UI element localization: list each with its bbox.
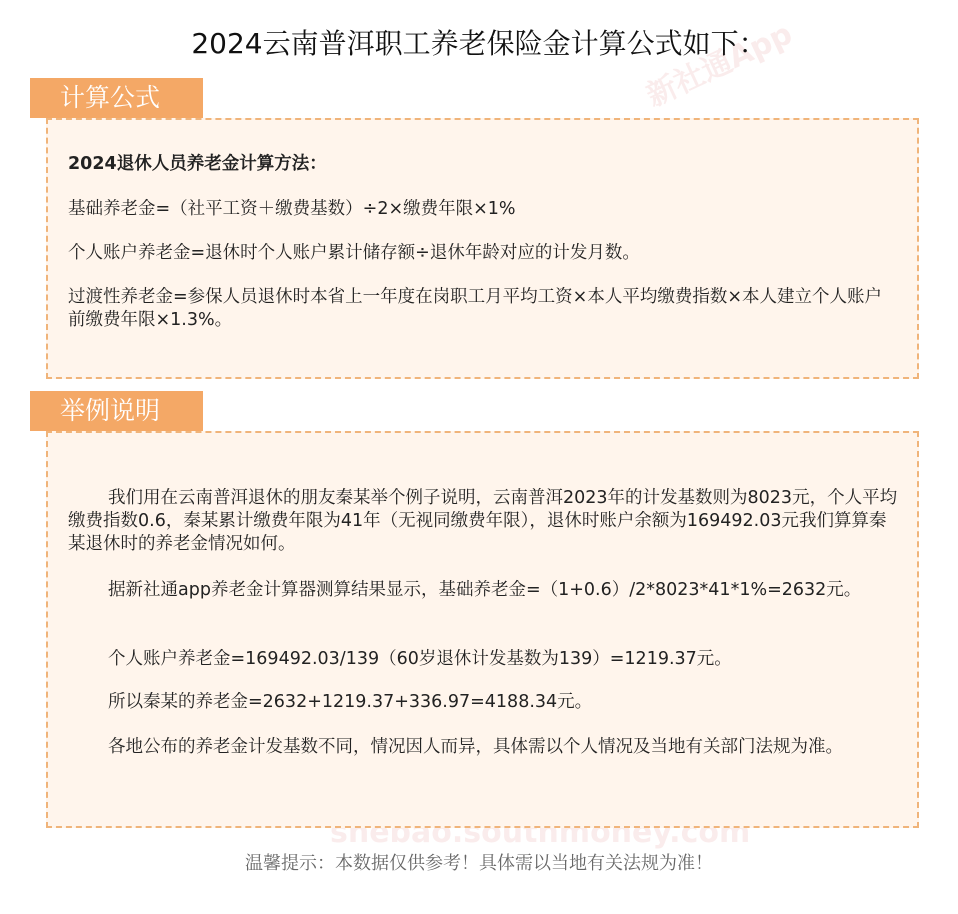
formula-panel (46, 118, 919, 379)
example-personal-account: 个人账户养老金=169492.03/139（60岁退休计发基数为139）=1219.37元。 (108, 649, 732, 669)
watermark-site: shebao.southmoney.com (330, 815, 751, 850)
watermark-app: 新社通App (641, 16, 798, 115)
tab-formula: 计算公式 (30, 78, 203, 118)
formula-heading: 2024退休人员养老金计算方法： (68, 154, 327, 174)
example-total: 所以秦某的养老金=2632+1219.37+336.97=4188.34元。 (108, 692, 593, 712)
footer-tip: 温馨提示：本数据仅供参考！具体需以当地有关法规为准！ (245, 853, 713, 874)
formula-personal-account: 个人账户养老金=退休时个人账户累计储存额÷退休年龄对应的计发月数。 (68, 243, 640, 263)
tab-example: 举例说明 (30, 391, 203, 431)
example-basic-pension: 据新社通app养老金计算器测算结果显示，基础养老金=（1+0.6）/2*8023*41*1%=2632元。 (108, 580, 862, 600)
example-panel (46, 431, 919, 828)
example-note: 各地公布的养老金计发基数不同，情况因人而异，具体需以个人情况及当地有关部门法规为准。 (108, 737, 843, 757)
page-title: 2024云南普洱职工养老保险金计算公式如下： (191, 27, 767, 60)
example-intro: 我们用在云南普洱退休的朋友秦某举个例子说明，云南普洱2023年的计发基数则为8023元，个人平均缴费指数0.6，秦某累计缴费年限为41年（无视同缴费年限），退休时账户余额为169492.03元我们算算秦某退休时的养老金情况如何。 (68, 488, 898, 554)
formula-basic-pension: 基础养老金=（社平工资＋缴费基数）÷2×缴费年限×1% (68, 199, 516, 219)
formula-transition-pension: 过渡性养老金=参保人员退休时本省上一年度在岗职工月平均工资×本人平均缴费指数×本人建立个人账户前缴费年限×1.3%。 (68, 287, 882, 330)
